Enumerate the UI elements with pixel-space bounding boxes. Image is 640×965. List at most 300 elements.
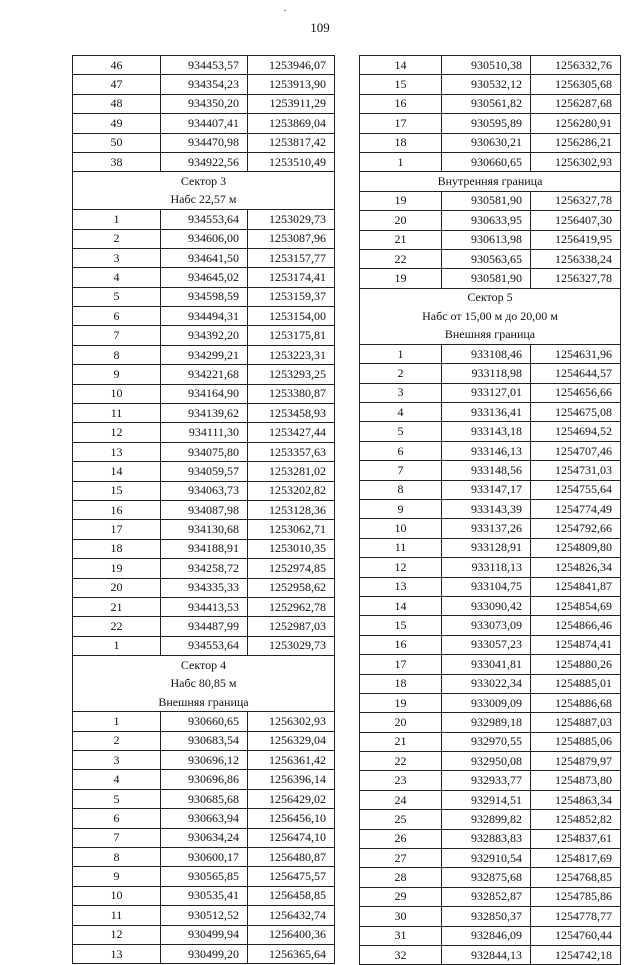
point-number-cell: 17 xyxy=(360,114,442,133)
table-row xyxy=(360,674,621,693)
table-row xyxy=(73,307,335,326)
x-coordinate-cell: 933090,42 xyxy=(442,596,531,615)
section-header: Сектор 4 xyxy=(73,656,335,675)
y-coordinate-cell: 1254731,03 xyxy=(531,461,621,480)
point-number-cell: 18 xyxy=(73,539,161,558)
table-row xyxy=(73,770,335,789)
x-coordinate-cell: 930630,21 xyxy=(442,133,531,152)
table-row xyxy=(73,133,335,152)
point-number-cell: 20 xyxy=(360,211,442,230)
table-row xyxy=(360,519,621,538)
point-number-cell: 8 xyxy=(360,480,442,499)
y-coordinate-cell: 1253510,49 xyxy=(248,152,335,171)
table-row xyxy=(360,577,621,596)
table-row xyxy=(360,868,621,887)
point-number-cell: 13 xyxy=(73,944,161,963)
point-number-cell: 30 xyxy=(360,907,442,926)
x-coordinate-cell: 933136,41 xyxy=(442,403,531,422)
point-number-cell: 17 xyxy=(360,655,442,674)
table-row xyxy=(360,364,621,383)
table-row xyxy=(360,94,621,113)
x-coordinate-cell: 930660,65 xyxy=(442,152,531,171)
table-body-left xyxy=(73,56,335,964)
x-coordinate-cell: 932875,68 xyxy=(442,868,531,887)
table-row xyxy=(73,520,335,539)
y-coordinate-cell: 1253087,96 xyxy=(248,229,335,248)
section-header: Внешняя граница xyxy=(73,693,335,712)
y-coordinate-cell: 1256458,85 xyxy=(248,886,335,905)
section-header: Набс 22,57 м xyxy=(73,191,335,210)
y-coordinate-cell: 1256280,91 xyxy=(531,114,621,133)
x-coordinate-cell: 930532,12 xyxy=(442,75,531,94)
y-coordinate-cell: 1256396,14 xyxy=(248,770,335,789)
section-header-row xyxy=(360,307,621,325)
point-number-cell: 19 xyxy=(73,559,161,578)
point-number-cell: 32 xyxy=(360,945,442,964)
y-coordinate-cell: 1252974,85 xyxy=(248,559,335,578)
point-number-cell: 46 xyxy=(73,56,161,75)
y-coordinate-cell: 1253946,07 xyxy=(248,56,335,75)
point-number-cell: 7 xyxy=(360,461,442,480)
point-number-cell: 12 xyxy=(73,423,161,442)
point-number-cell: 11 xyxy=(73,906,161,925)
point-number-cell: 18 xyxy=(360,674,442,693)
table-row xyxy=(73,210,335,229)
y-coordinate-cell: 1254852,82 xyxy=(531,810,621,829)
y-coordinate-cell: 1254742,18 xyxy=(531,945,621,964)
table-row xyxy=(73,229,335,248)
y-coordinate-cell: 1254863,34 xyxy=(531,790,621,809)
point-number-cell: 4 xyxy=(360,403,442,422)
y-coordinate-cell: 1254675,08 xyxy=(531,403,621,422)
table-row xyxy=(73,828,335,847)
x-coordinate-cell: 933057,23 xyxy=(442,635,531,654)
point-number-cell: 2 xyxy=(73,229,161,248)
y-coordinate-cell: 1256332,76 xyxy=(531,56,621,75)
y-coordinate-cell: 1254707,46 xyxy=(531,441,621,460)
x-coordinate-cell: 932883,83 xyxy=(442,829,531,848)
y-coordinate-cell: 1253223,31 xyxy=(248,345,335,364)
x-coordinate-cell: 930633,95 xyxy=(442,211,531,230)
point-number-cell: 4 xyxy=(73,268,161,287)
y-coordinate-cell: 1256456,10 xyxy=(248,809,335,828)
y-coordinate-cell: 1254792,66 xyxy=(531,519,621,538)
point-number-cell: 11 xyxy=(73,404,161,423)
table-row xyxy=(73,636,335,655)
y-coordinate-cell: 1254866,46 xyxy=(531,616,621,635)
x-coordinate-cell: 930565,85 xyxy=(161,867,248,886)
x-coordinate-cell: 933146,13 xyxy=(442,441,531,460)
y-coordinate-cell: 1253154,00 xyxy=(248,307,335,326)
point-number-cell: 19 xyxy=(360,269,442,288)
point-number-cell: 20 xyxy=(73,578,161,597)
table-row xyxy=(360,230,621,249)
table-row xyxy=(73,345,335,364)
table-row xyxy=(360,693,621,712)
point-number-cell: 21 xyxy=(360,732,442,751)
x-coordinate-cell: 932852,87 xyxy=(442,887,531,906)
x-coordinate-cell: 934354,23 xyxy=(161,75,248,94)
table-row xyxy=(360,558,621,577)
y-coordinate-cell: 1253911,29 xyxy=(248,94,335,113)
table-row xyxy=(360,75,621,94)
table-row xyxy=(73,559,335,578)
table-row xyxy=(73,365,335,384)
table-body-right xyxy=(360,56,621,965)
point-number-cell: 5 xyxy=(73,287,161,306)
point-number-cell: 12 xyxy=(360,558,442,577)
point-number-cell: 8 xyxy=(73,345,161,364)
y-coordinate-cell: 1254760,44 xyxy=(531,926,621,945)
table-row xyxy=(360,152,621,171)
x-coordinate-cell: 932989,18 xyxy=(442,713,531,732)
y-coordinate-cell: 1252958,62 xyxy=(248,578,335,597)
x-coordinate-cell: 932844,13 xyxy=(442,945,531,964)
y-coordinate-cell: 1254768,85 xyxy=(531,868,621,887)
point-number-cell: 2 xyxy=(360,364,442,383)
table-row xyxy=(73,75,335,94)
point-number-cell: 47 xyxy=(73,75,161,94)
x-coordinate-cell: 934922,56 xyxy=(161,152,248,171)
table-row xyxy=(73,152,335,171)
y-coordinate-cell: 1253029,73 xyxy=(248,636,335,655)
point-number-cell: 15 xyxy=(73,481,161,500)
x-coordinate-cell: 933127,01 xyxy=(442,383,531,402)
y-coordinate-cell: 1254817,69 xyxy=(531,849,621,868)
y-coordinate-cell: 1256407,30 xyxy=(531,211,621,230)
y-coordinate-cell: 1256474,10 xyxy=(248,828,335,847)
y-coordinate-cell: 1253281,02 xyxy=(248,462,335,481)
x-coordinate-cell: 930696,12 xyxy=(161,751,248,770)
point-number-cell: 16 xyxy=(73,500,161,519)
table-row xyxy=(360,810,621,829)
table-row xyxy=(360,191,621,210)
table-row xyxy=(73,906,335,925)
x-coordinate-cell: 934494,31 xyxy=(161,307,248,326)
table-row xyxy=(360,403,621,422)
x-coordinate-cell: 934407,41 xyxy=(161,114,248,133)
section-header: Сектор 3 xyxy=(73,172,335,191)
y-coordinate-cell: 1254837,61 xyxy=(531,829,621,848)
y-coordinate-cell: 1253174,41 xyxy=(248,268,335,287)
coordinates-table-left xyxy=(72,55,335,964)
y-coordinate-cell: 1254778,77 xyxy=(531,907,621,926)
table-row xyxy=(360,596,621,615)
point-number-cell: 22 xyxy=(360,752,442,771)
table-row xyxy=(360,907,621,926)
point-number-cell: 1 xyxy=(73,210,161,229)
y-coordinate-cell: 1254885,06 xyxy=(531,732,621,751)
y-coordinate-cell: 1253010,35 xyxy=(248,539,335,558)
point-number-cell: 12 xyxy=(73,925,161,944)
x-coordinate-cell: 930685,68 xyxy=(161,789,248,808)
x-coordinate-cell: 933147,17 xyxy=(442,480,531,499)
point-number-cell: 18 xyxy=(360,133,442,152)
y-coordinate-cell: 1254656,66 xyxy=(531,383,621,402)
y-coordinate-cell: 1254809,80 xyxy=(531,538,621,557)
point-number-cell: 3 xyxy=(360,383,442,402)
y-coordinate-cell: 1253293,25 xyxy=(248,365,335,384)
y-coordinate-cell: 1254694,52 xyxy=(531,422,621,441)
y-coordinate-cell: 1253159,37 xyxy=(248,287,335,306)
x-coordinate-cell: 933104,75 xyxy=(442,577,531,596)
y-coordinate-cell: 1256475,57 xyxy=(248,867,335,886)
y-coordinate-cell: 1256302,93 xyxy=(248,712,335,731)
point-number-cell: 1 xyxy=(73,636,161,655)
section-header-row xyxy=(73,656,335,675)
point-number-cell: 21 xyxy=(73,597,161,616)
x-coordinate-cell: 934598,59 xyxy=(161,287,248,306)
table-row xyxy=(360,211,621,230)
point-number-cell: 19 xyxy=(360,191,442,210)
point-number-cell: 1 xyxy=(73,712,161,731)
table-row xyxy=(360,732,621,751)
x-coordinate-cell: 930510,38 xyxy=(442,56,531,75)
section-header-row xyxy=(360,172,621,191)
x-coordinate-cell: 933148,56 xyxy=(442,461,531,480)
x-coordinate-cell: 934392,20 xyxy=(161,326,248,345)
table-row xyxy=(360,616,621,635)
point-number-cell: 13 xyxy=(73,442,161,461)
y-coordinate-cell: 1254631,96 xyxy=(531,344,621,363)
x-coordinate-cell: 930535,41 xyxy=(161,886,248,905)
x-coordinate-cell: 934111,30 xyxy=(161,423,248,442)
table-row xyxy=(73,731,335,750)
x-coordinate-cell: 932846,09 xyxy=(442,926,531,945)
x-coordinate-cell: 933143,18 xyxy=(442,422,531,441)
table-row xyxy=(73,712,335,731)
point-number-cell: 48 xyxy=(73,94,161,113)
x-coordinate-cell: 934164,90 xyxy=(161,384,248,403)
table-row xyxy=(73,944,335,963)
y-coordinate-cell: 1254873,80 xyxy=(531,771,621,790)
section-header-row xyxy=(73,172,335,191)
point-number-cell: 21 xyxy=(360,230,442,249)
table-row xyxy=(73,114,335,133)
y-coordinate-cell: 1254880,26 xyxy=(531,655,621,674)
y-coordinate-cell: 1256327,78 xyxy=(531,269,621,288)
table-row xyxy=(73,867,335,886)
y-coordinate-cell: 1253062,71 xyxy=(248,520,335,539)
y-coordinate-cell: 1254785,86 xyxy=(531,887,621,906)
table-row xyxy=(360,752,621,771)
y-coordinate-cell: 1256419,95 xyxy=(531,230,621,249)
x-coordinate-cell: 930595,89 xyxy=(442,114,531,133)
x-coordinate-cell: 934130,68 xyxy=(161,520,248,539)
point-number-cell: 22 xyxy=(73,617,161,636)
y-coordinate-cell: 1253427,44 xyxy=(248,423,335,442)
x-coordinate-cell: 930600,17 xyxy=(161,848,248,867)
table-row xyxy=(73,617,335,636)
point-number-cell: 38 xyxy=(73,152,161,171)
x-coordinate-cell: 934221,68 xyxy=(161,365,248,384)
table-row xyxy=(73,268,335,287)
y-coordinate-cell: 1253202,82 xyxy=(248,481,335,500)
y-coordinate-cell: 1256329,04 xyxy=(248,731,335,750)
y-coordinate-cell: 1254887,03 xyxy=(531,713,621,732)
section-header: Набс 80,85 м xyxy=(73,675,335,693)
y-coordinate-cell: 1254854,69 xyxy=(531,596,621,615)
table-row xyxy=(73,94,335,113)
table-row xyxy=(360,538,621,557)
point-number-cell: 15 xyxy=(360,75,442,94)
section-header: Набс от 15,00 м до 20,00 м xyxy=(360,307,621,325)
point-number-cell: 10 xyxy=(360,519,442,538)
y-coordinate-cell: 1256400,36 xyxy=(248,925,335,944)
point-number-cell: 14 xyxy=(360,596,442,615)
x-coordinate-cell: 934335,33 xyxy=(161,578,248,597)
table-row xyxy=(360,945,621,964)
y-coordinate-cell: 1256361,42 xyxy=(248,751,335,770)
point-number-cell: 2 xyxy=(73,731,161,750)
y-coordinate-cell: 1256338,24 xyxy=(531,249,621,268)
x-coordinate-cell: 934641,50 xyxy=(161,248,248,267)
x-coordinate-cell: 934470,98 xyxy=(161,133,248,152)
x-coordinate-cell: 933128,91 xyxy=(442,538,531,557)
page-number: 109 xyxy=(310,20,330,35)
table-row xyxy=(73,384,335,403)
table-row xyxy=(73,886,335,905)
x-coordinate-cell: 932970,55 xyxy=(442,732,531,751)
section-header-row xyxy=(360,325,621,344)
x-coordinate-cell: 932850,37 xyxy=(442,907,531,926)
x-coordinate-cell: 930660,65 xyxy=(161,712,248,731)
point-number-cell: 7 xyxy=(73,828,161,847)
x-coordinate-cell: 932914,51 xyxy=(442,790,531,809)
y-coordinate-cell: 1256305,68 xyxy=(531,75,621,94)
y-coordinate-cell: 1256286,21 xyxy=(531,133,621,152)
x-coordinate-cell: 934606,00 xyxy=(161,229,248,248)
x-coordinate-cell: 933137,26 xyxy=(442,519,531,538)
point-number-cell: 10 xyxy=(73,886,161,905)
x-coordinate-cell: 932899,82 xyxy=(442,810,531,829)
point-number-cell: 9 xyxy=(73,365,161,384)
y-coordinate-cell: 1254879,97 xyxy=(531,752,621,771)
x-coordinate-cell: 930499,20 xyxy=(161,944,248,963)
section-header: Внутренняя граница xyxy=(360,172,621,191)
table-row xyxy=(73,56,335,75)
point-number-cell: 1 xyxy=(360,344,442,363)
point-number-cell: 20 xyxy=(360,713,442,732)
x-coordinate-cell: 932933,77 xyxy=(442,771,531,790)
table-row xyxy=(73,462,335,481)
point-number-cell: 6 xyxy=(73,307,161,326)
x-coordinate-cell: 930581,90 xyxy=(442,269,531,288)
y-coordinate-cell: 1252987,03 xyxy=(248,617,335,636)
y-coordinate-cell: 1252962,78 xyxy=(248,597,335,616)
table-row xyxy=(73,248,335,267)
y-coordinate-cell: 1256432,74 xyxy=(248,906,335,925)
y-coordinate-cell: 1253913,90 xyxy=(248,75,335,94)
x-coordinate-cell: 934075,80 xyxy=(161,442,248,461)
point-number-cell: 1 xyxy=(360,152,442,171)
x-coordinate-cell: 930663,94 xyxy=(161,809,248,828)
x-coordinate-cell: 934350,20 xyxy=(161,94,248,113)
table-row xyxy=(360,441,621,460)
x-coordinate-cell: 932910,54 xyxy=(442,849,531,868)
table-row xyxy=(360,249,621,268)
table-row xyxy=(360,926,621,945)
x-coordinate-cell: 933108,46 xyxy=(442,344,531,363)
table-row xyxy=(73,809,335,828)
table-row xyxy=(360,655,621,674)
x-coordinate-cell: 930581,90 xyxy=(442,191,531,210)
x-coordinate-cell: 930613,98 xyxy=(442,230,531,249)
table-row xyxy=(360,114,621,133)
table-row xyxy=(360,422,621,441)
y-coordinate-cell: 1253869,04 xyxy=(248,114,335,133)
y-coordinate-cell: 1253458,93 xyxy=(248,404,335,423)
x-coordinate-cell: 933041,81 xyxy=(442,655,531,674)
x-coordinate-cell: 930634,24 xyxy=(161,828,248,847)
x-coordinate-cell: 933022,34 xyxy=(442,674,531,693)
coordinates-table-right xyxy=(359,55,621,965)
section-header: Внешняя граница xyxy=(360,325,621,344)
table-row xyxy=(360,461,621,480)
section-header-row xyxy=(73,191,335,210)
section-header-row xyxy=(360,288,621,307)
y-coordinate-cell: 1256302,93 xyxy=(531,152,621,171)
point-number-cell: 26 xyxy=(360,829,442,848)
point-number-cell: 3 xyxy=(73,751,161,770)
y-coordinate-cell: 1256365,64 xyxy=(248,944,335,963)
x-coordinate-cell: 930683,54 xyxy=(161,731,248,750)
y-coordinate-cell: 1254874,41 xyxy=(531,635,621,654)
x-coordinate-cell: 933118,98 xyxy=(442,364,531,383)
y-coordinate-cell: 1256429,02 xyxy=(248,789,335,808)
y-coordinate-cell: 1254755,64 xyxy=(531,480,621,499)
point-number-cell: 5 xyxy=(73,789,161,808)
point-number-cell: 14 xyxy=(360,56,442,75)
y-coordinate-cell: 1253157,77 xyxy=(248,248,335,267)
x-coordinate-cell: 934258,72 xyxy=(161,559,248,578)
x-coordinate-cell: 934063,73 xyxy=(161,481,248,500)
table-row xyxy=(73,578,335,597)
y-coordinate-cell: 1253817,42 xyxy=(248,133,335,152)
table-row xyxy=(360,499,621,518)
y-coordinate-cell: 1256480,87 xyxy=(248,848,335,867)
y-coordinate-cell: 1253029,73 xyxy=(248,210,335,229)
point-number-cell: 16 xyxy=(360,635,442,654)
table-row xyxy=(73,597,335,616)
section-header-row xyxy=(73,693,335,712)
table-row xyxy=(360,829,621,848)
table-row xyxy=(73,500,335,519)
table-row xyxy=(73,326,335,345)
point-number-cell: 24 xyxy=(360,790,442,809)
table-row xyxy=(360,133,621,152)
x-coordinate-cell: 934553,64 xyxy=(161,210,248,229)
x-coordinate-cell: 934487,99 xyxy=(161,617,248,636)
point-number-cell: 19 xyxy=(360,693,442,712)
point-number-cell: 17 xyxy=(73,520,161,539)
x-coordinate-cell: 934188,91 xyxy=(161,539,248,558)
x-coordinate-cell: 930696,86 xyxy=(161,770,248,789)
y-coordinate-cell: 1254826,34 xyxy=(531,558,621,577)
x-coordinate-cell: 933009,09 xyxy=(442,693,531,712)
y-coordinate-cell: 1254644,57 xyxy=(531,364,621,383)
table-row xyxy=(360,790,621,809)
table-row xyxy=(360,849,621,868)
table-row xyxy=(360,269,621,288)
x-coordinate-cell: 933118,13 xyxy=(442,558,531,577)
point-number-cell: 31 xyxy=(360,926,442,945)
table-row xyxy=(73,481,335,500)
point-number-cell: 16 xyxy=(360,94,442,113)
point-number-cell: 23 xyxy=(360,771,442,790)
point-number-cell: 9 xyxy=(360,499,442,518)
point-number-cell: 22 xyxy=(360,249,442,268)
